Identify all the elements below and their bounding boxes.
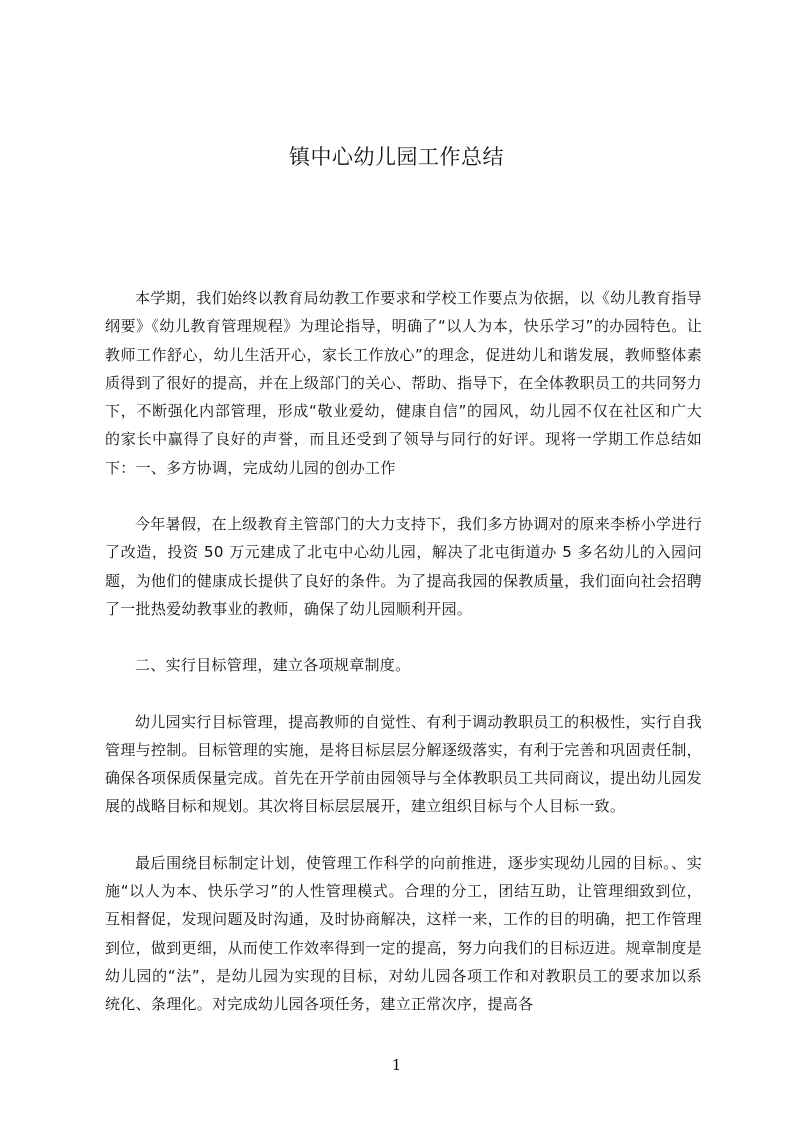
document-body <box>105 284 702 1019</box>
document-title: 镇中心幼儿园工作总结 <box>289 145 504 169</box>
paragraph-target-management: 幼儿园实行目标管理，提高教师的自觉性、有利于调动教职员工的积极性，实行自我管理与控制。目标管理的实施，是将目标层层分解逐级落实，有利于完善和巩固责任制，确保各项保质保量完成。首先在开学前由园领导与全体教职员工共同商议，提出幼儿园发展的战略目标和规划。其次将目标层层展开，建立组织目标与个人目标一致。 <box>105 712 702 816</box>
page-number: 1 <box>391 1056 402 1074</box>
section-heading-target-management: 二、实行目标管理，建立各项规章制度。 <box>135 656 411 675</box>
paragraph-kindergarten-founding: 今年暑假，在上级教育主管部门的大力支持下，我们多方协调对的原来李桥小学进行了改造，投资 50 万元建成了北屯中心幼儿园，解决了北屯街道办 5 多名幼儿的入园问题，为他们的健康成长提供了良好的条件。为了提高我园的保教质量，我们面向社会招聘了一批热爱幼教事业的教师，确保了幼儿园顺利开园。 <box>105 515 702 618</box>
paragraph-intro: 本学期，我们始终以教育局幼教工作要求和学校工作要点为依据，以《幼儿教育指导纲要》《幼儿教育管理规程》为理论指导，明确了“以人为本，快乐学习”的办园特色。让教师工作舒心，幼儿生活开心，家长工作放心”的理念，促进幼儿和谐发展，教师整体素质得到了很好的提高，并在上级部门的关心、帮助、指导下，在全体教职员工的共同努力下，不断强化内部管理，形成“敬业爱幼，健康自信”的园风，幼儿园不仅在社区和广大的家长中赢得了良好的声誉，而且还受到了领导与同行的好评。现将一学期工作总结如下：一、多方协调，完成幼儿园的创办工作 <box>105 289 702 477</box>
paragraph-planning-and-rules: 最后围绕目标制定计划，使管理工作科学的向前推进，逐步实现幼儿园的目标。、实施“以人为本、快乐学习”的人性管理模式。合理的分工，团结互助，让管理细致到位，互相督促，发现问题及时沟通，及时协商解决，这样一来，工作的目的明确，把工作管理到位，做到更细，从而使工作效率得到一定的提高，努力向我们的目标迈进。规章制度是幼儿园的“法”，是幼儿园为实现的目标，对幼儿园各项工作和对教职员工的要求加以系统化、条理化。对完成幼儿园各项任务，建立正常次序，提高各 <box>105 853 702 1014</box>
